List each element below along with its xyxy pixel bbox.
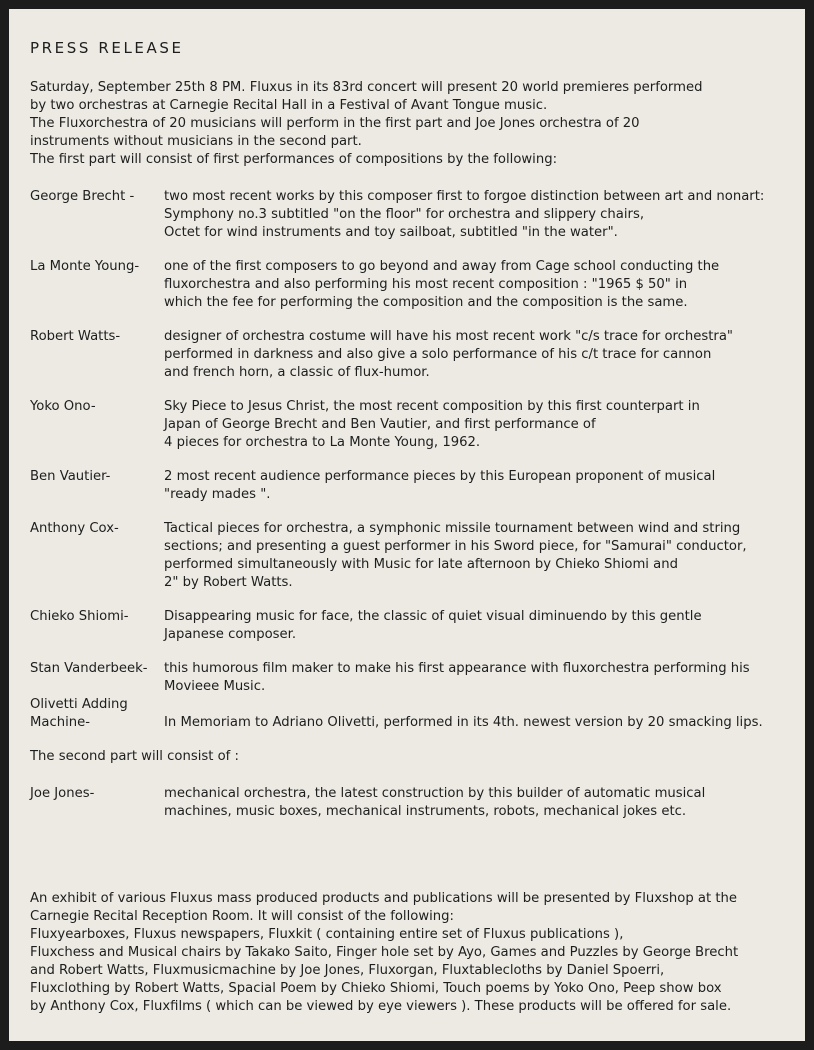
composer-name: La Monte Young- <box>30 259 140 274</box>
intro-line: The first part will consist of first performances of compositions by the following: <box>30 152 558 167</box>
composer-name: Stan Vanderbeek- <box>30 661 148 676</box>
list-item <box>30 608 795 644</box>
composer-description: one of the first composers to go beyond and away from Cage school conducting the fluxorchestra and also performing his most recent composition : "1965 $ 50" in which the fee for performing the composition and the composition is the same. <box>164 259 720 310</box>
composer-name: Olivetti Adding Machine- <box>30 697 128 730</box>
list-item <box>30 696 795 732</box>
composer-name: Anthony Cox- <box>30 521 119 536</box>
exhibit-line: Carnegie Recital Reception Room. It will consist of the following: <box>30 909 454 924</box>
composer-description: 2 most recent audience performance pieces by this European proponent of musical "ready mades ". <box>164 469 716 502</box>
composer-name: Chieko Shiomi- <box>30 609 129 624</box>
composer-name: George Brecht - <box>30 189 135 204</box>
second-part-heading: The second part will consist of : <box>30 749 239 764</box>
composer-description: Tactical pieces for orchestra, a symphonic missile tournament between wind and string sections; and presenting a guest performer in his Sword piece, for "Samurai" conductor, performed simultaneously with Music for late afternoon by Chieko Shiomi and 2" by Robert Watts. <box>164 521 747 590</box>
intro-line: Saturday, September 25th 8 PM. Fluxus in its 83rd concert will present 20 world premieres performed <box>30 80 703 95</box>
intro-line: by two orchestras at Carnegie Recital Hall in a Festival of Avant Tongue music. <box>30 98 548 113</box>
exhibit-line: and Robert Watts, Fluxmusicmachine by Joe Jones, Fluxorgan, Fluxtablecloths by Daniel Spoerri, <box>30 963 665 978</box>
composer-name: Joe Jones- <box>30 786 95 801</box>
list-item <box>30 398 795 452</box>
composer-description: In Memoriam to Adriano Olivetti, performed in its 4th. newest version by 20 smacking lips. <box>164 715 763 730</box>
composer-description: designer of orchestra costume will have his most recent work "c/s trace for orchestra" performed in darkness and also give a solo performance of his c/t trace for cannon and french horn, a classic of flux-humor. <box>164 329 733 380</box>
intro-line: The Fluxorchestra of 20 musicians will perform in the first part and Joe Jones orchestra of 20 <box>30 116 640 131</box>
list-item <box>30 468 795 504</box>
exhibit-line: Fluxclothing by Robert Watts, Spacial Poem by Chieko Shiomi, Touch poems by Yoko Ono, Peep show box <box>30 981 722 996</box>
exhibit-line: Fluxchess and Musical chairs by Takako Saito, Finger hole set by Ayo, Games and Puzzles by George Brecht <box>30 945 739 960</box>
list-item <box>30 520 795 592</box>
composer-description: mechanical orchestra, the latest construction by this builder of automatic musical machines, music boxes, mechanical instruments, robots, mechanical jokes etc. <box>164 786 706 819</box>
list-item <box>30 188 795 242</box>
composer-description: Disappearing music for face, the classic of quiet visual diminuendo by this gentle Japanese composer. <box>164 609 702 642</box>
list-item <box>30 328 795 382</box>
press-release-body <box>30 39 795 837</box>
first-part-list <box>30 188 795 732</box>
list-item <box>30 258 795 312</box>
composer-description: this humorous film maker to make his first appearance with fluxorchestra performing his Movieee Music. <box>164 661 750 694</box>
list-item <box>30 660 795 696</box>
list-item <box>30 785 795 821</box>
composer-description: Sky Piece to Jesus Christ, the most recent composition by this first counterpart in Japan of George Brecht and Ben Vautier, and first performance of 4 pieces for orchestra to La Monte Young, 1962. <box>164 399 700 450</box>
exhibit-line: Fluxyearboxes, Fluxus newspapers, Fluxkit ( containing entire set of Fluxus publications ), <box>30 927 624 942</box>
exhibit-line: by Anthony Cox, Fluxfilms ( which can be viewed by eye viewers ). These products will be offered for sale. <box>30 999 732 1014</box>
composer-name: Yoko Ono- <box>30 399 96 414</box>
exhibit-paragraph <box>30 890 790 1016</box>
composer-description: two most recent works by this composer first to forgoe distinction between art and nonart: Symphony no.3 subtitled "on the floor" for orchestra and slippery chairs, Octet for wind instruments and toy sailboat, subtitled "in the water". <box>164 189 765 240</box>
intro-paragraph <box>30 79 795 169</box>
intro-line: instruments without musicians in the second part. <box>30 134 362 149</box>
composer-name: Ben Vautier- <box>30 469 111 484</box>
composer-name: Robert Watts- <box>30 329 121 344</box>
exhibit-line: An exhibit of various Fluxus mass produced products and publications will be presented by Fluxshop at the <box>30 891 738 906</box>
document-page <box>9 9 805 1041</box>
page-title: PRESS RELEASE <box>30 39 184 57</box>
